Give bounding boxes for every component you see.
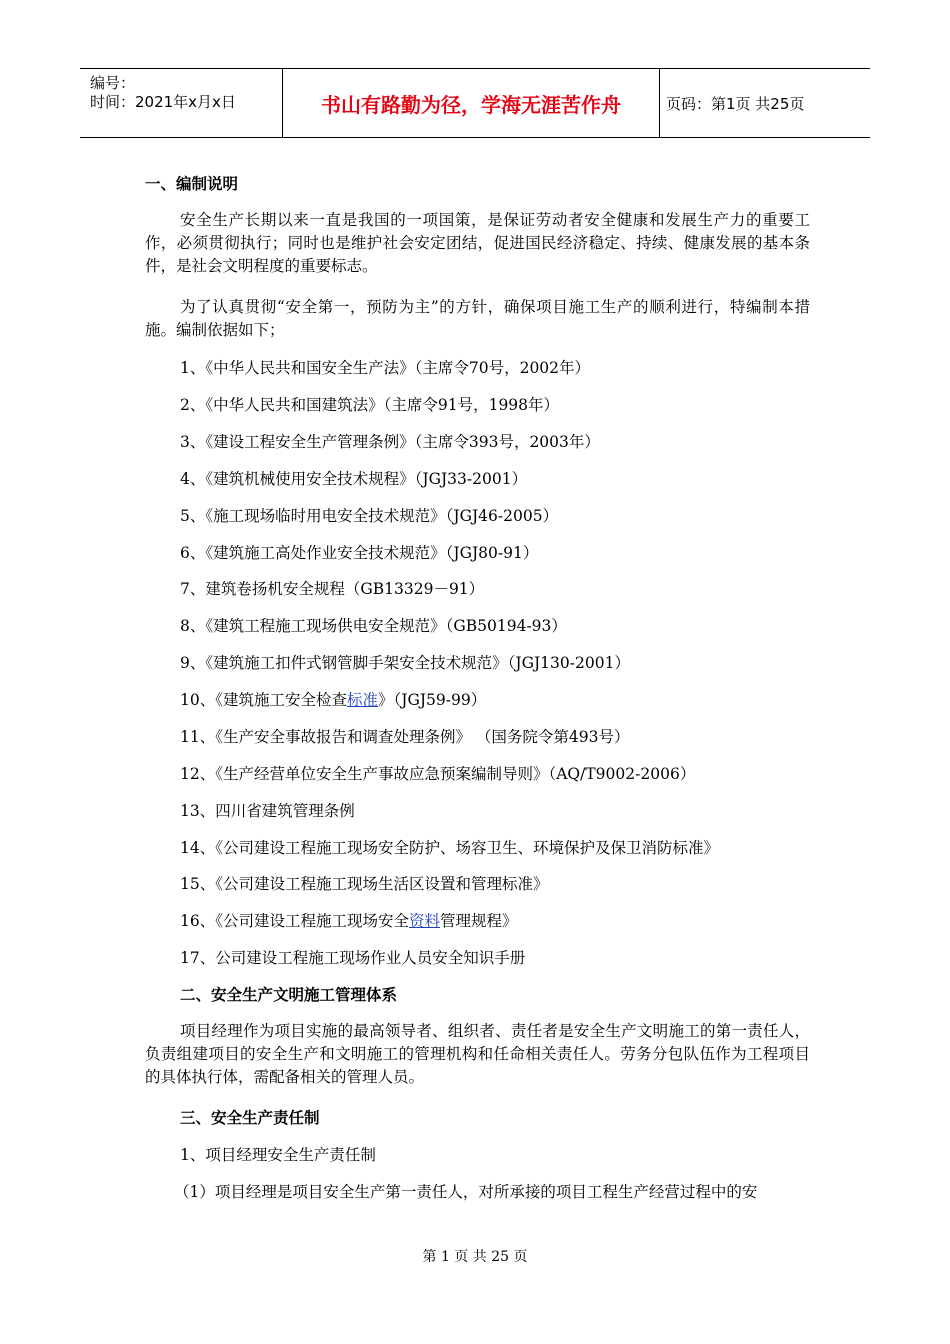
subsection-1-item-1: （1）项目经理是项目安全生产第一责任人，对所承接的项目工程生产经营过程中的安: [174, 1183, 758, 1201]
basis-item-5: 5、《施工现场临时用电安全技术规范》（JGJ46-2005）: [180, 507, 559, 525]
basis-item-14: 14、《公司建设工程施工现场安全防护、场容卫生、环境保护及保卫消防标准》: [180, 839, 719, 857]
paragraph-3: 项目经理作为项目实施的最高领导者、组织者、责任者是安全生产文明施工的第一责任人，负责组建项目的安全生产和文明施工的管理机构和任命相关责任人。劳务分包队伍作为工程项目的具体执行体，需配备相关的管理人员。: [145, 1022, 810, 1086]
section-3-title: 三、安全生产责任制: [180, 1109, 320, 1127]
basis-item-9: 9、《建筑施工扣件式钢管脚手架安全技术规范》（JGJ130-2001）: [180, 654, 630, 672]
basis-item-16: [180, 910, 810, 933]
header-motto: 书山有路勤为径，学海无涯苦作舟: [283, 69, 660, 137]
basis-item-8: 8、《建筑工程施工现场供电安全规范》（GB50194-93）: [180, 617, 567, 635]
basis-item-1: 1、《中华人民共和国安全生产法》（主席令70号，2002年）: [180, 359, 591, 377]
basis-item-2: 2、《中华人民共和国建筑法》（主席令91号，1998年）: [180, 396, 560, 414]
time-label: 时间：2021年x月x日: [90, 93, 236, 111]
paragraph-2: 为了认真贯彻“安全第一，预防为主”的方针，确保项目施工生产的顺利进行，特编制本措施。编制依据如下；: [145, 298, 810, 339]
paragraph-1: 安全生产长期以来一直是我国的一项国策，是保证劳动者安全健康和发展生产力的重要工作，必须贯彻执行；同时也是维护社会安定团结，促进国民经济稳定、持续、健康发展的基本条件，是社会文明程度的重要标志。: [145, 211, 810, 275]
basis-item-13: 13、四川省建筑管理条例: [180, 802, 355, 820]
number-label: 编号：: [90, 74, 136, 92]
basis-item-10-text-b: 》（JGJ59-99）: [378, 691, 487, 709]
materials-link[interactable]: 资料: [408, 912, 440, 930]
basis-item-11: 11、《生产安全事故报告和调查处理条例》 （国务院令第493号）: [180, 728, 630, 746]
document-header: [80, 68, 870, 138]
basis-item-16-text-b: 管理规程》: [440, 912, 518, 930]
basis-item-7: 7、建筑卷扬机安全规程（GB13329－91）: [180, 580, 485, 598]
basis-item-10: [180, 689, 810, 712]
section-2-title: 二、安全生产文明施工管理体系: [180, 986, 398, 1004]
basis-item-16-text-a: 16、《公司建设工程施工现场安全: [180, 912, 409, 930]
standard-link[interactable]: 标准: [346, 691, 378, 709]
subsection-1-title: 1、项目经理安全生产责任制: [180, 1146, 376, 1164]
basis-item-15: 15、《公司建设工程施工现场生活区设置和管理标准》: [180, 875, 549, 893]
basis-item-17: 17、公司建设工程施工现场作业人员安全知识手册: [180, 949, 526, 967]
header-page-info: 页码：第1页 共25页: [666, 94, 805, 113]
basis-item-6: 6、《建筑施工高处作业安全技术规范》（JGJ80-91）: [180, 544, 539, 562]
basis-item-3: 3、《建设工程安全生产管理条例》（主席令393号，2003年）: [180, 433, 600, 451]
basis-item-12: 12、《生产经营单位安全生产事故应急预案编制导则》（AQ/T9002-2006）: [180, 765, 696, 783]
basis-item-4: 4、《建筑机械使用安全技术规程》（JGJ33-2001）: [180, 470, 528, 488]
header-meta-cell: [80, 69, 283, 137]
section-1-title: 一、编制说明: [145, 175, 239, 193]
basis-item-10-text-a: 10、《建筑施工安全检查: [180, 691, 347, 709]
page-footer: 第 1 页 共 25 页: [422, 1249, 528, 1265]
